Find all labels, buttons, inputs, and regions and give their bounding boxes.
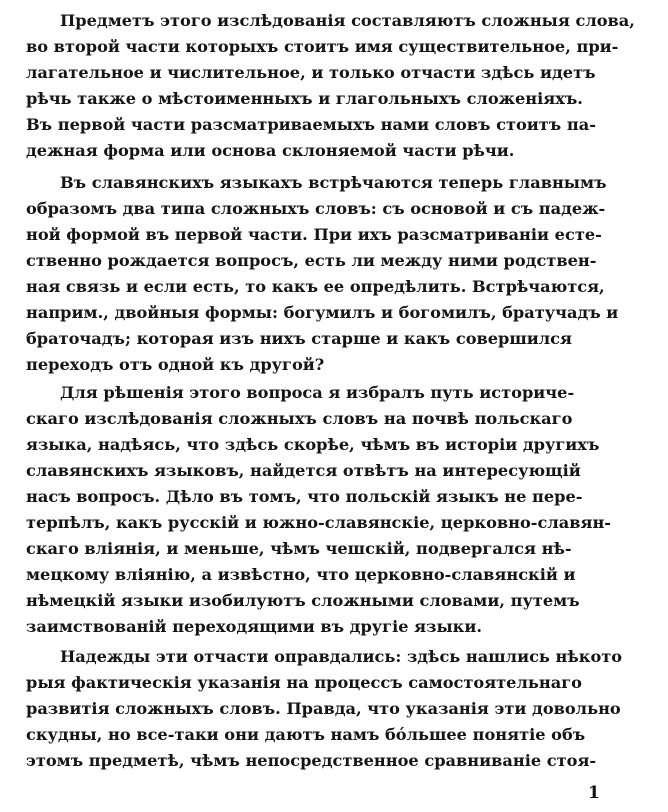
text-line: славянскихъ языковъ, найдется отвѣтъ на интересующій (26, 461, 581, 480)
text-line: ной формой въ первой части. При ихъ разсматриваніи есте- (26, 225, 602, 244)
text-line: лагательное и числительное, и только отчасти здѣсь идетъ (26, 63, 596, 82)
text-line: развитія сложныхъ словъ. Правда, что указанія эти довольно (26, 699, 621, 718)
text-line: скаго вліянія, и меньше, чѣмъ чешскій, подвергался нѣ- (26, 539, 572, 558)
text-line: заимствованій переходящими въ другіе языки. (26, 617, 483, 636)
text-line: скудны, но все-таки они даютъ намъ бóльшее понятіе объ (26, 725, 586, 744)
text-line: рѣчь также о мѣстоименныхъ и глагольныхъ сложеніяхъ. (26, 89, 583, 108)
text-line: скаго изслѣдованія сложныхъ словъ на почвѣ польскаго (26, 409, 573, 428)
text-line: Надежды эти отчасти оправдались: здѣсь нашлись нѣкото (60, 647, 623, 666)
text-line: ственно рождается вопросъ, есть ли между ними родствен- (26, 251, 597, 270)
text-line: рыя фактическія указанія на процессъ самостоятельнаго (26, 673, 582, 692)
text-line: терпѣлъ, какъ русскій и южно-славянскіе, церковно-славян- (26, 513, 612, 532)
text-line: Для рѣшенія этого вопроса я избралъ путь историче- (60, 383, 575, 402)
text-line: языка, надѣясь, что здѣсь скорѣе, чѣмъ въ исторіи другихъ (26, 435, 600, 454)
text-line: мецкому вліянію, а извѣстно, что церковно-славянскій и (26, 565, 576, 584)
text-line: дежная форма или основа склоняемой части рѣчи. (26, 141, 515, 160)
text-line: этомъ предметѣ, чѣмъ непосредственное сравниваніе стоя- (26, 751, 597, 770)
text-line: ная связь и если есть, то какъ ее опредѣлить. Встрѣчаются, (26, 277, 605, 296)
text-line: нѣмецкій языки изобилуютъ сложными словами, путемъ (26, 591, 580, 610)
text-line: Предметъ этого изслѣдованія составляютъ сложныя слова, (60, 11, 635, 30)
text-line: насъ вопросъ. Дѣло въ томъ, что польскій языкъ не пере- (26, 487, 583, 506)
text-line: наприм., двойныя формы: богумилъ и богомилъ, братучадъ и (26, 303, 619, 322)
text-line: переходъ отъ одной къ другой? (26, 355, 325, 374)
text-line: Въ первой части разсматриваемыхъ нами словъ стоитъ па- (26, 115, 596, 134)
text-line: во второй части которыхъ стоитъ имя существительное, при- (26, 37, 619, 56)
text-line: браточадъ; которая изъ нихъ старше и какъ совершился (26, 329, 572, 348)
text-line: Въ славянскихъ языкахъ встрѣчаются теперь главнымъ (60, 173, 607, 192)
page-number: 1 (588, 783, 600, 803)
text-line: образомъ два типа сложныхъ словъ: съ основой и съ падеж- (26, 199, 606, 218)
